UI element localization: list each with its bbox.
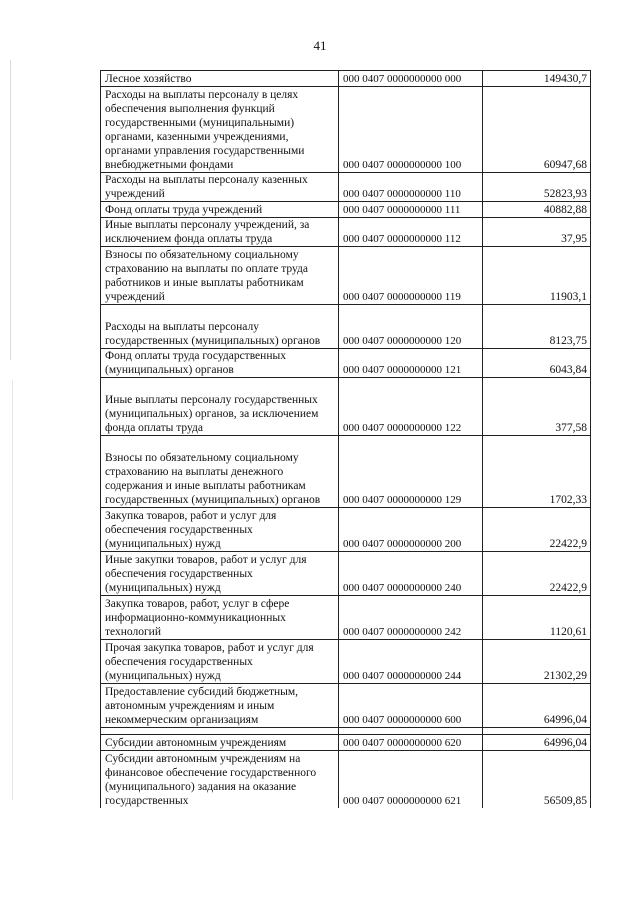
row-amount-cell: 21302,29 xyxy=(483,640,591,684)
scan-margin-mark xyxy=(12,380,13,800)
table-row xyxy=(101,684,591,728)
row-name-cell: Субсидии автономным учреждениям на финансовое обеспечение государственного (муниципального) задания на оказание государственных xyxy=(101,751,339,809)
table-row xyxy=(101,349,591,378)
row-amount-cell: 6043,84 xyxy=(483,349,591,378)
scan-margin-mark xyxy=(10,60,11,360)
table-row xyxy=(101,71,591,87)
row-amount-cell: 11903,1 xyxy=(483,247,591,305)
row-code-cell: 000 0407 0000000000 110 xyxy=(339,173,483,202)
table-row xyxy=(101,552,591,596)
row-amount-cell: 52823,93 xyxy=(483,173,591,202)
row-name-cell: Расходы на выплаты персоналу казенных учреждений xyxy=(101,173,339,202)
row-code-cell: 000 0407 0000000000 121 xyxy=(339,349,483,378)
row-code-cell: 000 0407 0000000000 100 xyxy=(339,87,483,173)
table-row xyxy=(101,202,591,218)
row-code-cell: 000 0407 0000000000 122 xyxy=(339,378,483,436)
row-name-cell: Прочая закупка товаров, работ и услуг для обеспечения государственных (муниципальных) нужд xyxy=(101,640,339,684)
table-row xyxy=(101,218,591,247)
table-row xyxy=(101,173,591,202)
table-row xyxy=(101,640,591,684)
table-row xyxy=(101,751,591,809)
budget-table xyxy=(100,70,591,808)
row-name-cell: Фонд оплаты труда учреждений xyxy=(101,202,339,218)
table-row xyxy=(101,728,591,735)
page-number: 41 xyxy=(313,38,327,53)
row-code-cell: 000 0407 0000000000 244 xyxy=(339,640,483,684)
row-code-cell xyxy=(339,728,483,735)
row-code-cell: 000 0407 0000000000 200 xyxy=(339,508,483,552)
row-amount-cell: 8123,75 xyxy=(483,305,591,349)
table-row xyxy=(101,247,591,305)
table-row xyxy=(101,596,591,640)
row-amount-cell xyxy=(483,728,591,735)
row-code-cell: 000 0407 0000000000 000 xyxy=(339,71,483,87)
row-code-cell: 000 0407 0000000000 621 xyxy=(339,751,483,809)
row-amount-cell: 149430,7 xyxy=(483,71,591,87)
budget-table-body xyxy=(101,71,591,809)
row-code-cell: 000 0407 0000000000 120 xyxy=(339,305,483,349)
row-amount-cell: 64996,04 xyxy=(483,684,591,728)
row-code-cell: 000 0407 0000000000 129 xyxy=(339,436,483,508)
table-row xyxy=(101,508,591,552)
row-name-cell: Фонд оплаты труда государственных (муниципальных) органов xyxy=(101,349,339,378)
row-amount-cell: 56509,85 xyxy=(483,751,591,809)
table-row xyxy=(101,87,591,173)
row-name-cell: Расходы на выплаты персоналу государственных (муниципальных) органов xyxy=(101,305,339,349)
row-amount-cell: 40882,88 xyxy=(483,202,591,218)
row-code-cell: 000 0407 0000000000 119 xyxy=(339,247,483,305)
row-name-cell: Взносы по обязательному социальному страхованию на выплаты по оплате труда работников и иные выплаты работникам учреждений xyxy=(101,247,339,305)
row-name-cell: Закупка товаров, работ и услуг для обеспечения государственных (муниципальных) нужд xyxy=(101,508,339,552)
row-code-cell: 000 0407 0000000000 242 xyxy=(339,596,483,640)
row-code-cell: 000 0407 0000000000 600 xyxy=(339,684,483,728)
table-row xyxy=(101,378,591,436)
row-amount-cell: 22422,9 xyxy=(483,552,591,596)
row-amount-cell: 22422,9 xyxy=(483,508,591,552)
row-name-cell: Иные выплаты персоналу учреждений, за исключением фонда оплаты труда xyxy=(101,218,339,247)
row-name-cell: Иные закупки товаров, работ и услуг для обеспечения государственных (муниципальных) нужд xyxy=(101,552,339,596)
row-name-cell: Лесное хозяйство xyxy=(101,71,339,87)
row-name-cell xyxy=(101,728,339,735)
row-amount-cell: 377,58 xyxy=(483,378,591,436)
table-row xyxy=(101,436,591,508)
table-row xyxy=(101,735,591,751)
row-name-cell: Взносы по обязательному социальному страхованию на выплаты денежного содержания и иные выплаты работникам государственных (муниципальных) органов xyxy=(101,436,339,508)
row-code-cell: 000 0407 0000000000 620 xyxy=(339,735,483,751)
row-name-cell: Субсидии автономным учреждениям xyxy=(101,735,339,751)
row-name-cell: Предоставление субсидий бюджетным, автономным учреждениям и иным некоммерческим организациям xyxy=(101,684,339,728)
row-name-cell: Расходы на выплаты персоналу в целях обеспечения выполнения функций государственными (муниципальными) органами, казенными учреждениями, органами управления государственными внебюджетными фондами xyxy=(101,87,339,173)
row-code-cell: 000 0407 0000000000 240 xyxy=(339,552,483,596)
row-amount-cell: 1702,33 xyxy=(483,436,591,508)
row-code-cell: 000 0407 0000000000 111 xyxy=(339,202,483,218)
row-amount-cell: 37,95 xyxy=(483,218,591,247)
table-row xyxy=(101,305,591,349)
row-name-cell: Закупка товаров, работ, услуг в сфере информационно-коммуникационных технологий xyxy=(101,596,339,640)
row-amount-cell: 64996,04 xyxy=(483,735,591,751)
row-name-cell: Иные выплаты персоналу государственных (муниципальных) органов, за исключением фонда оплаты труда xyxy=(101,378,339,436)
row-code-cell: 000 0407 0000000000 112 xyxy=(339,218,483,247)
row-amount-cell: 1120,61 xyxy=(483,596,591,640)
row-amount-cell: 60947,68 xyxy=(483,87,591,173)
